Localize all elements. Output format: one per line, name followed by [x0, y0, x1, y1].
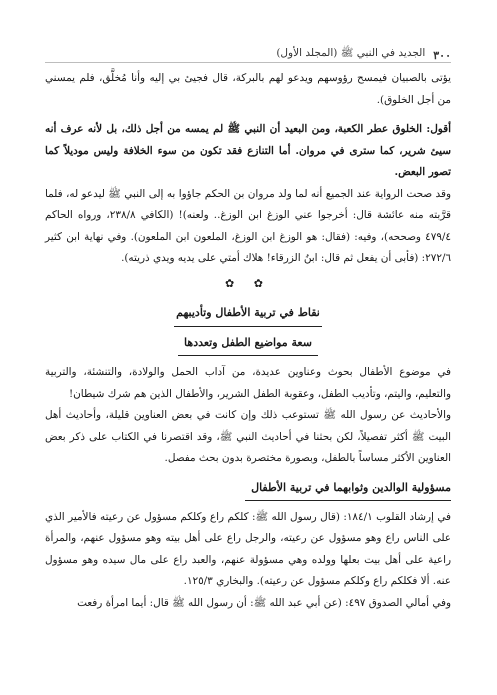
subheading-1-wrapper [45, 333, 451, 356]
page-body [45, 68, 451, 614]
running-header [45, 38, 451, 63]
section-heading: نقاط في تربية الأطفال وتأديبهم [174, 302, 322, 328]
subheading-1: سعة مواضيع الطفل وتعددها [178, 334, 318, 356]
subheading-2-wrapper [45, 478, 451, 501]
section-divider-stars: ✿ ✿ [225, 276, 271, 290]
paragraph-3: وقد صحت الرواية عند الجميع أنه لما ولد مروان بن الحكم جاؤوا به إلى النبي ﷺ ليدعو له، فلما قرَّبته منه عائشة قال: أخرجوا عني الوزغ ابن الوزغ.. ولعنه)! (الكافي ٢٣٨/٨، ورواه الحاكم ٤٧٩/٤ وصححه)، وفيه: (فقال: هو الوزغ ابن الوزغ، الملعون ابن الملعون). وفي نهاية ابن كثير ٢٧٢/٦: (فأبى أن يفعل ثم قال: ابنُ الزرقاء! هلاك أمتي على يديه ويدي ذريته). [45, 187, 451, 264]
paragraph-6: في إرشاد القلوب ١٨٤/١: (قال رسول الله ﷺ: كلكم راع وكلكم مسؤول عن رعيته فالأمير الذي على الناس راع وهو مسؤول عن رعيته، والرجل راع على أهل بيته وهو مسؤول عنهم، والمرأة راعية على أهل بيت بعلها وولده وهي مسؤولة عنهم، والعبد راع على مال سيده وهو مسؤول عنه. ألا فكلكم راع وكلكم مسؤول عن رعيته). والبخاري ١٢٥/٣. [45, 510, 451, 587]
paragraph-7: وفي أمالي الصدوق ٤٩٧: (عن أبي عبد الله ﷺ: أن رسول الله ﷺ قال: أيما امرأة رفعت [77, 596, 451, 609]
paragraph-1: يؤتى بالصبيان فيمسح رؤوسهم ويدعو لهم بالبركة، قال فجيئ بي إليه وأنا مُخلَّق، فلم يمسني من أجل الخلوق). [45, 72, 451, 106]
header-title: الجديد في النبي ﷺ (المجلد الأول) [276, 47, 426, 59]
subheading-2: مسؤولية الوالدين وثوابهما في تربية الأطفال [245, 479, 451, 501]
page-number: ٣٠٠ [433, 49, 451, 62]
paragraph-2-comment: أقول: الخلوق عطر الكعبة، ومن البعيد أن النبي ﷺ لم يمسه من أجل ذلك، بل لأنه عرف أنه سيئ شرير، كما سترى في مروان. أما التنازع فقد تكون من سوء الخلافة وليس موديلاً كما تصور البعض. [45, 123, 451, 178]
paragraph-4: في موضوع الأطفال بحوث وعناوين عديدة، من آداب الحمل والولادة، والتنشئة، والتربية والتعليم، واليتم، وتأديب الطفل، وعقوبة الطفل الشرير، والأطفال الذين هم شرك شيطان! [45, 366, 451, 400]
paragraph-5: والأحاديث عن رسول الله ﷺ تستوعب ذلك وإن كانت في بعض العناوين قليلة، وأحاديث أهل البيت ﷺ أكثر تفصيلاً، لكن بحثنا في أحاديث النبي ﷺ، وقد اقتصرنا في الكتاب على ذكر بعض العناوين الأكثر مساساً بالطفل، وبصورة مختصرة بدون بحث مفصل. [45, 409, 451, 464]
